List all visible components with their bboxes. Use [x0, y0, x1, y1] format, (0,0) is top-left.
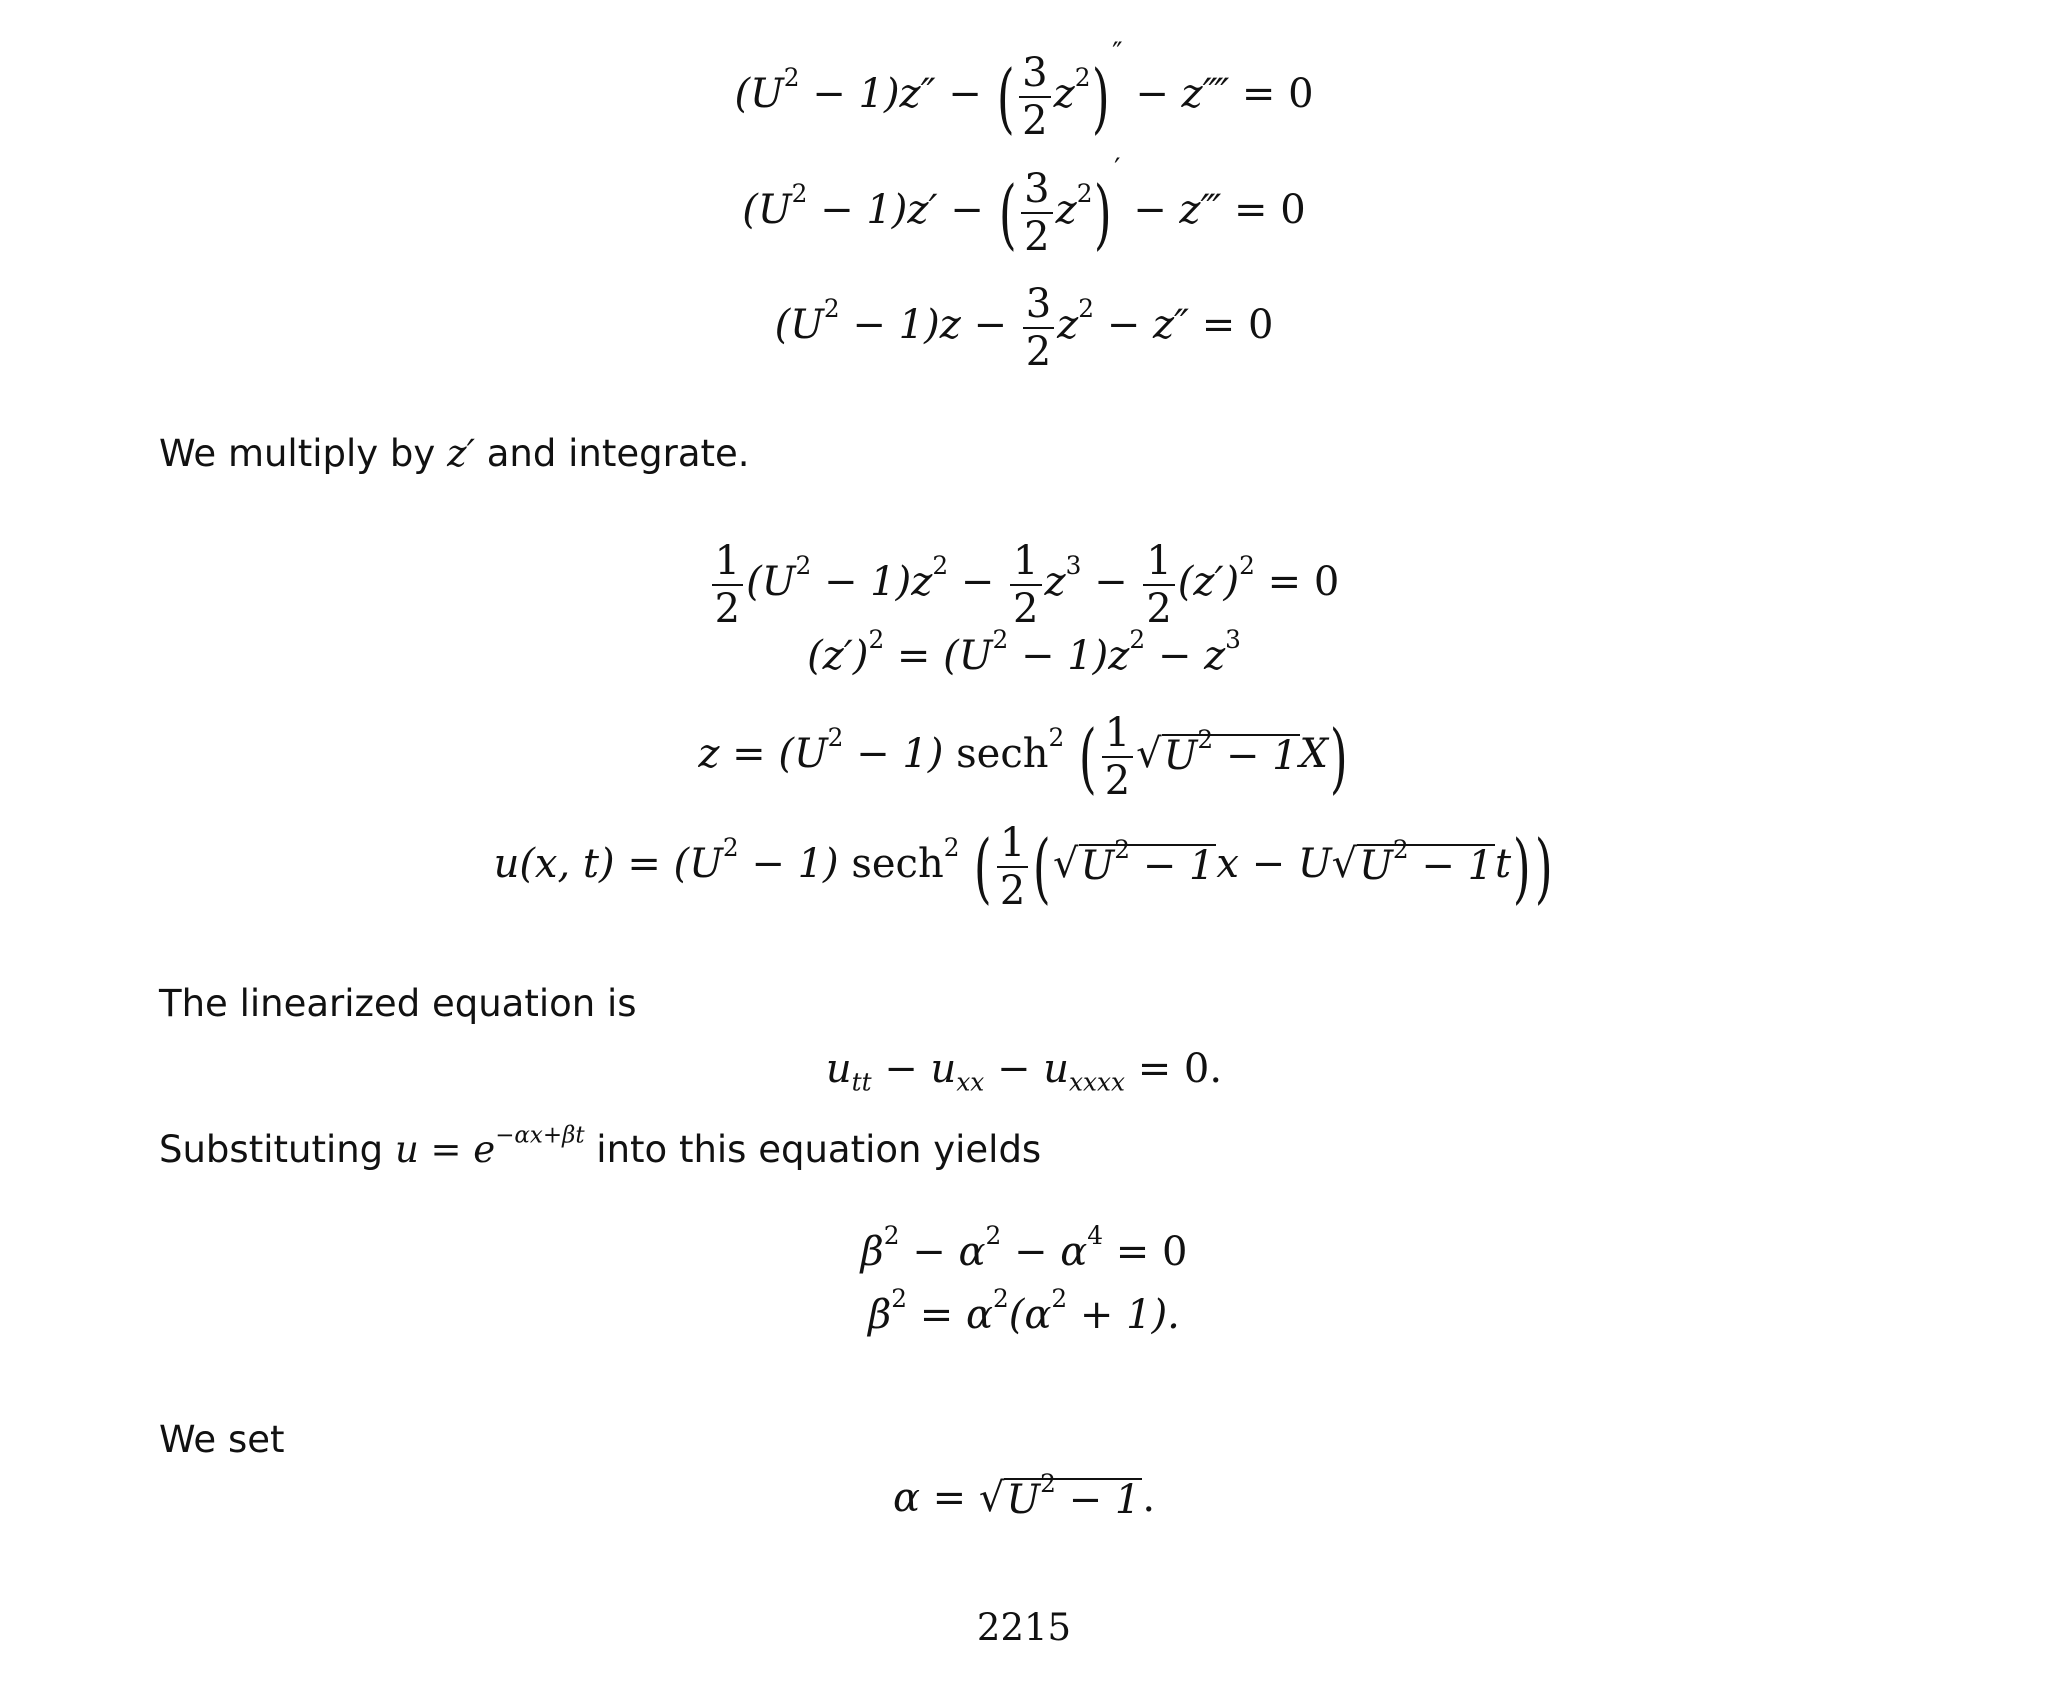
paragraph-text: into this equation yields [584, 1128, 1042, 1171]
paragraph-we-set: We set [159, 1418, 285, 1461]
equation-7: u(x, $t) = (U^2 - 1)$ sech$^2$ ( $\frac{1}{2}$ ( √ $U^2 - 1$ x − U √ $U^2 - 1$ t)) [493, 820, 1553, 914]
equation-10: $\beta^2 = \alpha^2(\alpha^2 + 1)$. [868, 1283, 1180, 1338]
equation-11: α = √ $U^2 - 1$ . [892, 1468, 1156, 1523]
inline-math: u = e [394, 1128, 496, 1171]
equation-6: $z = (U^2 - 1)$ sech$^2$ ( $\frac{1}{2}$ √ $U^2 - 1$ X) [698, 710, 1348, 804]
paragraph-text: and integrate. [474, 432, 750, 475]
equation-1: $(U^2 - 1)z''$ − ( $\frac{3}{2}$ $z^2)''$ − z⁗ = 0 [734, 36, 1314, 144]
inline-math-exponent: −αx+βt [495, 1122, 585, 1149]
page-number: 2215 [976, 1606, 1072, 1649]
paragraph-linearized: The linearized equation is [159, 982, 637, 1025]
equation-9: $\beta^2 - \alpha^2 - \alpha^4 = 0$ [860, 1220, 1188, 1275]
equation-5: $(z')^2 = (U^2 - 1)z^2 - z^3$ [807, 624, 1241, 679]
equation-4: $\frac{1}{2}$ $(U^2 - 1)z^2$ − $\frac{1}{2}$ $z^3$ − $\frac{1}{2}$ $(z')^2 = 0$ [0, 540, 2048, 630]
paragraph-text: Substituting [159, 1128, 395, 1171]
paragraph-multiply [159, 432, 750, 475]
equation-2: $(U^2 - 1)z'$ − ( $\frac{3}{2}$ $z^2)'$ − z‴ = 0 [742, 152, 1306, 260]
paragraph-text: We multiply by [159, 432, 448, 475]
equation-8: $u_{tt} - u_{xx} - u_{xxxx} = 0$. [825, 1046, 1223, 1097]
paragraph-substituting [159, 1122, 1042, 1171]
inline-math: z′ [447, 432, 475, 475]
equation-3: $(U^2 - 1)z$ − $\frac{3}{2}$ $z^2 - z'' = 0$ [774, 281, 1274, 375]
